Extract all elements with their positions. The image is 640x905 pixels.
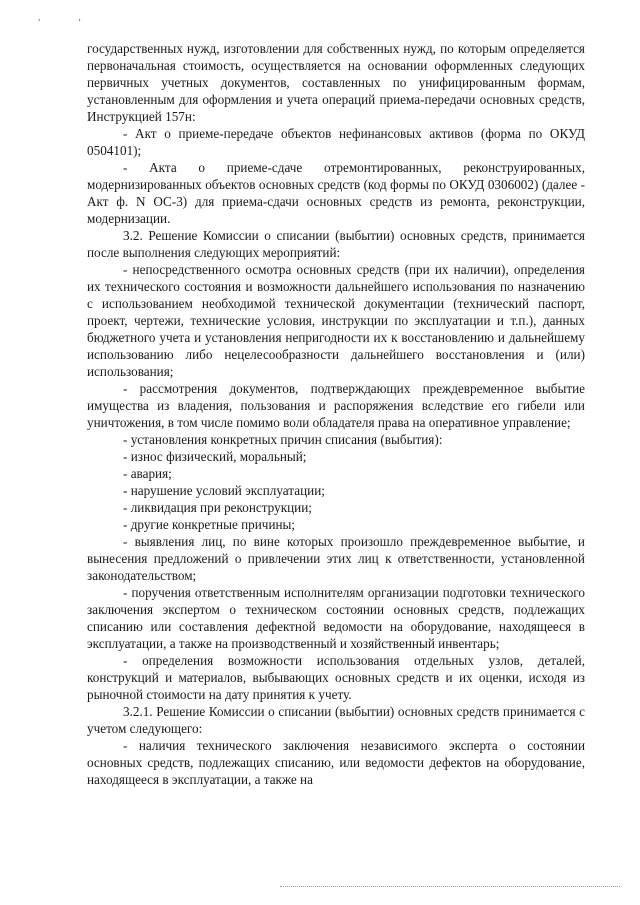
paragraph-13: - выявления лиц, по вине которых произошло преждевременное выбытие, и вынесения предложений о привлечении этих лиц к ответственности, установленной законодательством; [87,534,585,583]
paragraph-10: - нарушение условий эксплуатации; [123,483,325,498]
paragraph-6: - рассмотрения документов, подтверждающих преждевременное выбытие имущества из владения, пользования и распоряжения вследствие его гибели или уничтожения, в том числе помимо воли обладателя права на оперативное управление; [87,381,585,430]
paragraph-12: - другие конкретные причины; [123,517,296,532]
paragraph-16: 3.2.1. Решение Комиссии о списании (выбытии) основных средств принимается с учетом следующего: [87,704,585,736]
scan-marks: , , [38,12,99,22]
paragraph-17: - наличия технического заключения независимого эксперта о состоянии основных средств, подлежащих списанию, или ведомости дефектов на оборудование, находящееся в эксплуатации, а также на [87,738,585,787]
paragraph-3: - Акта о приеме-сдаче отремонтированных, реконструированных, модернизированных объектов основных средств (код формы по ОКУД 0306002) (далее - Акт ф. N ОС-3) для приема-сдачи основных средств из ремонта, реконструкции, модернизации. [87,160,585,226]
paragraph-7: - установления конкретных причин списания (выбытия): [123,432,443,447]
paragraph-4: 3.2. Решение Комиссии о списании (выбытии) основных средств, принимается после выполнения следующих мероприятий: [87,228,585,260]
paragraph-5: - непосредственного осмотра основных средств (при их наличии), определения их технического состояния и возможности дальнейшего использования по назначению с использованием необходимой технической документации (технический паспорт, проект, чертежи, технические условия, инструкции по эксплуатации и т.п.), данных бюджетного учета и установления непригодности их к восстановлению и дальнейшему использованию либо нецелесообразности дальнейшего восстановления и (или) использования; [87,262,585,379]
paragraph-14: - поручения ответственным исполнителям организации подготовки технического заключения экспертом о техническом состоянии основных средств, подлежащих списанию или составления дефектной ведомости на оборудование, находящееся в эксплуатации, а также на производственный и хозяйственный инвентарь; [87,585,585,651]
paragraph-8: - износ физический, моральный; [123,449,307,464]
paragraph-1: государственных нужд, изготовлении для собственных нужд, по которым определяется первоначальная стоимость, осуществляется на основании оформленных следующих первичных учетных документов, составленных по унифицированным формам, установленным для оформления и учета операций приема-передачи основных средств, Инструкцией 157н: [87,41,585,124]
paragraph-2: - Акт о приеме-передаче объектов нефинансовых активов (форма по ОКУД 0504101); [87,126,585,158]
footer-dotted-rule [280,886,620,887]
paragraph-15: - определения возможности использования отдельных узлов, деталей, конструкций и материалов, выбывающих основных средств и их оценки, исходя из рыночной стоимости на дату принятия к учету. [87,653,585,702]
paragraph-11: - ликвидация при реконструкции; [123,500,312,515]
paragraph-9: - авария; [123,466,172,481]
document-body [87,40,585,788]
